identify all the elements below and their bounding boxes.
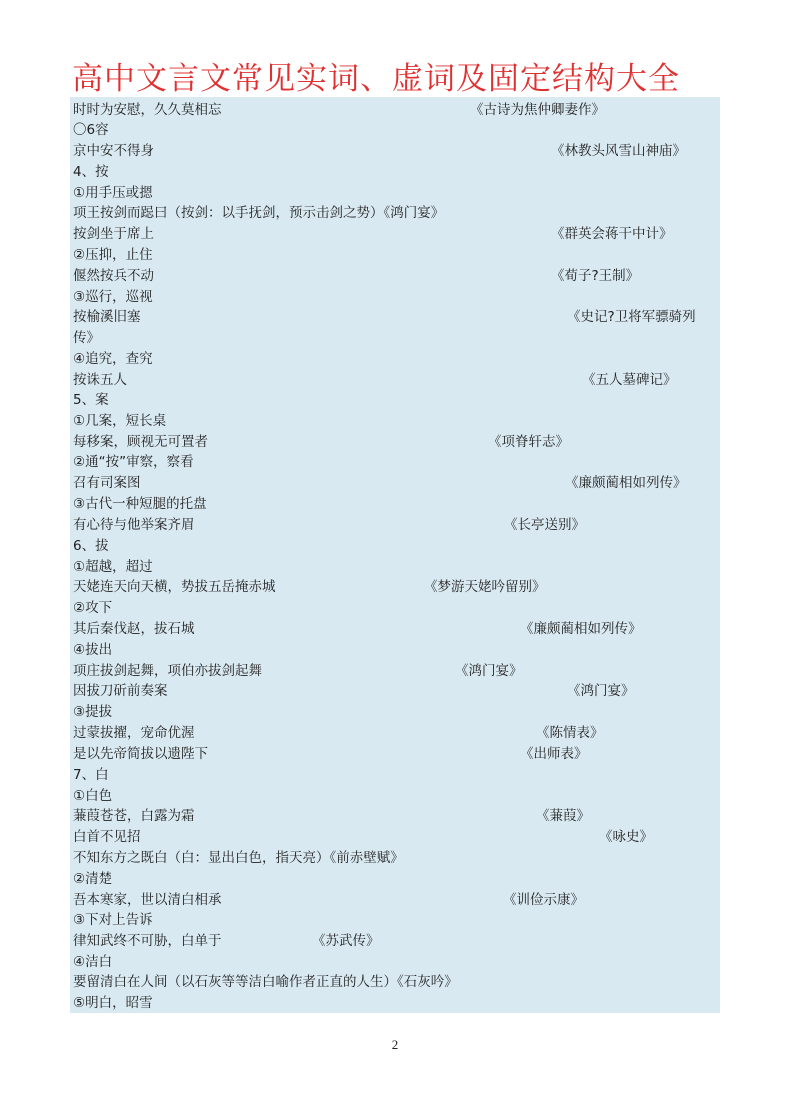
source-citation: 《蒹葭》 [536,808,590,824]
source-citation: 《出师表》 [520,746,588,762]
text-line: 京中安不得身 [73,143,154,159]
text-line: ②压抑，止住 [73,247,153,263]
text-line: 不知东方之既白（白：显出白色，指天亮）《前赤壁赋》 [73,850,404,866]
source-citation: 《鸿门宴》 [455,663,523,679]
text-line: 6、拔 [73,538,109,554]
text-line: 召有司案图 [73,475,141,491]
source-citation: 《咏史》 [599,829,653,845]
text-line: 项庄拔剑起舞，项伯亦拔剑起舞 [73,663,262,679]
text-line: 要留清白在人间（以石灰等等洁白喻作者正直的人生）《石灰吟》 [73,974,458,990]
page-number: 2 [391,1037,399,1052]
source-citation: 《群英会蒋干中计》 [551,226,673,242]
source-citation: 《史记?卫将军骠骑列 [567,309,696,325]
text-line: ③巡行，巡视 [73,289,153,305]
text-line: ②攻下 [73,600,113,616]
source-citation: 《林教头风雪山神庙》 [551,143,686,159]
text-line: 过蒙拔擢，宠命优渥 [73,725,195,741]
text-line: ②清楚 [73,871,113,887]
source-citation: 《古诗为焦仲卿妻作》 [470,102,605,118]
source-citation: 《训俭示康》 [503,892,584,908]
source-citation: 《廉颇蔺相如列传》 [565,475,687,491]
text-line: 因拔刀斫前奏案 [73,683,168,699]
text-line: ④拔出 [73,642,113,658]
text-line: 传》 [73,330,100,346]
source-citation: 《鸿门宴》 [567,683,635,699]
source-citation: 《荀子?王制》 [551,268,640,284]
text-line: 偃然按兵不动 [73,268,154,284]
text-line: ⑤明白，昭雪 [73,995,153,1011]
text-line: 蒹葭苍苍，白露为霜 [73,808,195,824]
text-line: 时时为安慰，久久莫相忘 [73,102,222,118]
source-citation: 《梦游天姥吟留别》 [424,579,546,595]
text-line: ③古代一种短腿的托盘 [73,496,207,512]
text-line: 按榆溪旧塞 [73,309,141,325]
text-line: 4、按 [73,164,109,180]
text-line: 项王按剑而跽曰（按剑：以手抚剑，预示击剑之势）《鸿门宴》 [73,205,445,221]
text-line: ①几案，短长桌 [73,413,167,429]
text-line: 吾本寒家，世以清白相承 [73,892,222,908]
text-line: ③提拔 [73,704,113,720]
text-line: 白首不见招 [73,829,141,845]
text-line: 5、案 [73,392,109,408]
text-line: ③下对上告诉 [73,912,153,928]
source-citation: 《长亭送别》 [504,517,585,533]
text-line: ①超越，超过 [73,559,153,575]
text-line: 有心待与他举案齐眉 [73,517,195,533]
text-line: 每移案，顾视无可置者 [73,434,208,450]
text-line: ①白色 [73,788,113,804]
text-line: ①用手压或摁 [73,185,153,201]
text-line: ②通“按”审察，察看 [73,454,194,470]
page-title: 高中文言文常见实词、虚词及固定结构大全 [72,61,680,97]
text-line: ④洁白 [73,954,113,970]
text-line: 按诛五人 [73,372,127,388]
source-citation: 《项脊轩志》 [488,434,569,450]
source-citation: 《五人墓碑记》 [582,372,677,388]
text-line: 天姥连天向天横，势拔五岳掩赤城 [73,579,276,595]
text-line: ④追究，查究 [73,351,153,367]
text-line: 是以先帝简拔以遗陛下 [73,746,208,762]
source-citation: 《廉颇蔺相如列传》 [520,621,642,637]
text-line: 按剑坐于席上 [73,226,154,242]
text-line: 律知武终不可胁，白单于 [73,933,222,949]
source-citation: 《陈情表》 [536,725,604,741]
source-citation: 《苏武传》 [312,933,380,949]
text-line: 〇6容 [73,122,109,138]
text-line: 其后秦伐赵，拔石城 [73,621,195,637]
text-line: 7、白 [73,767,109,783]
